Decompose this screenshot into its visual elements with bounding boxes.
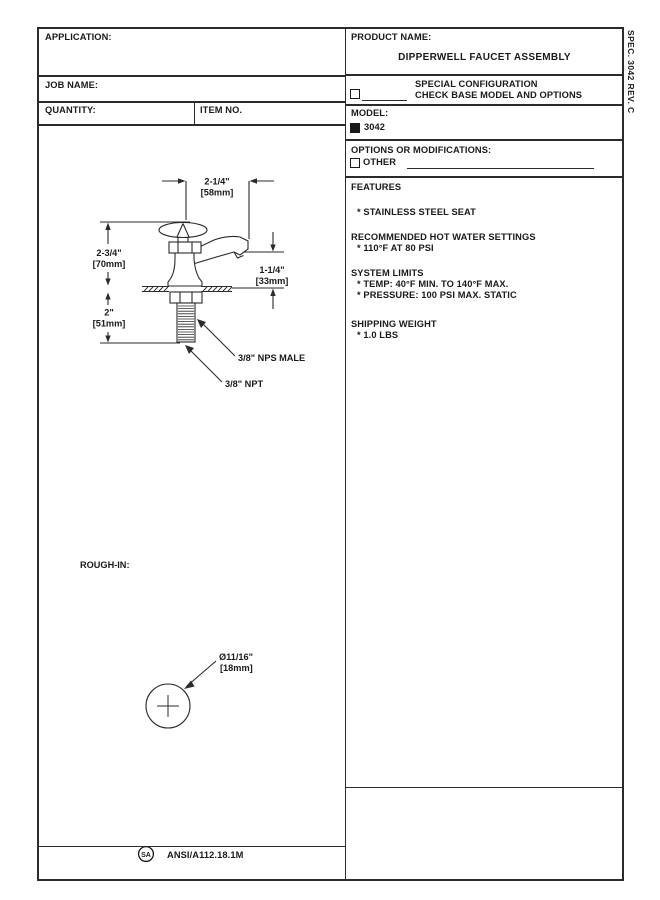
special-configuration-checkbox[interactable]: [350, 89, 360, 99]
faucet-technical-drawing: [38, 125, 345, 846]
model-label: MODEL:: [351, 108, 389, 118]
dim-arrow: [270, 289, 275, 297]
other-label: OTHER: [363, 157, 397, 167]
dim-shank-length-mm: [51mm]: [92, 318, 126, 329]
hot-water-heading: RECOMMENDED HOT WATER SETTINGS: [351, 232, 536, 242]
feature-item: * STAINLESS STEEL SEAT: [357, 207, 476, 217]
system-limit-item: * PRESSURE: 100 PSI MAX. STATIC: [357, 290, 517, 300]
leader-arrow: [197, 319, 206, 328]
nps-leader: [201, 322, 235, 356]
dim-spout-reach: 2-1/4": [204, 176, 230, 187]
system-limits-heading: SYSTEM LIMITS: [351, 268, 424, 278]
special-configuration-line1: SPECIAL CONFIGURATION: [415, 79, 538, 89]
model-checkbox[interactable]: [350, 123, 360, 133]
svg-text:SA: SA: [141, 852, 151, 859]
product-name-label: PRODUCT NAME:: [351, 32, 432, 42]
row-line: [345, 139, 624, 141]
quantity-label: QUANTITY:: [45, 105, 96, 115]
dim-height-above-deck-mm: [70mm]: [92, 259, 126, 269]
dim-arrow: [250, 178, 258, 183]
row-line: [345, 176, 624, 178]
dim-arrow: [105, 223, 110, 231]
shank-thread-label: 3/8" NPS MALE: [238, 353, 306, 363]
dim-arrow: [270, 245, 275, 252]
other-checkbox[interactable]: [350, 158, 360, 168]
dim-arrow: [105, 279, 110, 286]
row-line: [38, 101, 345, 103]
hot-water-item: * 110°F AT 80 PSI: [357, 243, 434, 253]
rough-in-label: ROUGH-IN:: [80, 560, 130, 570]
ansi-standard-text: ANSI/A112.18.1M: [167, 850, 244, 860]
shipping-item: * 1.0 LBS: [357, 330, 399, 340]
quantity-item-divider: [194, 101, 196, 124]
faucet-bonnet: [169, 242, 201, 253]
row-line: [345, 787, 624, 789]
hole-centerlines: [157, 695, 179, 717]
application-label: APPLICATION:: [45, 32, 112, 42]
options-label: OPTIONS OR MODIFICATIONS:: [351, 145, 492, 155]
csa-certification-icon: [137, 845, 155, 863]
dim-arrow: [105, 336, 110, 343]
model-number: 3042: [364, 122, 386, 132]
dim-arrow: [178, 178, 186, 183]
hole-diameter-label: Ø11/16": [219, 652, 253, 662]
special-configuration-blank[interactable]: [362, 91, 407, 101]
dim-shank-length: 2": [104, 307, 114, 318]
special-configuration-line2: CHECK BASE MODEL AND OPTIONS: [415, 90, 583, 100]
job-name-label: JOB NAME:: [45, 80, 99, 90]
row-line: [345, 104, 624, 106]
row-line: [38, 75, 345, 77]
dim-spout-clearance-mm: [33mm]: [255, 276, 289, 286]
product-name: DIPPERWELL FAUCET ASSEMBLY: [398, 52, 571, 63]
hole-diameter-mm-label: [18mm]: [220, 663, 253, 673]
deck-hatch: [144, 287, 232, 291]
dim-arrow: [105, 293, 110, 300]
row-line: [345, 74, 624, 76]
inlet-thread-label: 3/8" NPT: [225, 379, 264, 389]
npt-leader: [188, 348, 222, 382]
item-no-label: ITEM NO.: [200, 105, 243, 115]
dim-spout-reach-mm: [58mm]: [200, 187, 234, 198]
dim-spout-clearance: 1-1/4": [259, 265, 285, 275]
features-heading: FEATURES: [351, 182, 402, 192]
other-blank[interactable]: [407, 159, 594, 169]
hole-leader: [187, 661, 216, 686]
system-limit-item: * TEMP: 40°F MIN. TO 140°F MAX.: [357, 279, 509, 289]
dim-height-above-deck: 2-3/4": [96, 248, 122, 258]
spec-revision-edge-note: SPEC. 3042 REV. C: [626, 30, 636, 114]
locknut: [170, 292, 202, 303]
shipping-heading: SHIPPING WEIGHT: [351, 319, 437, 329]
